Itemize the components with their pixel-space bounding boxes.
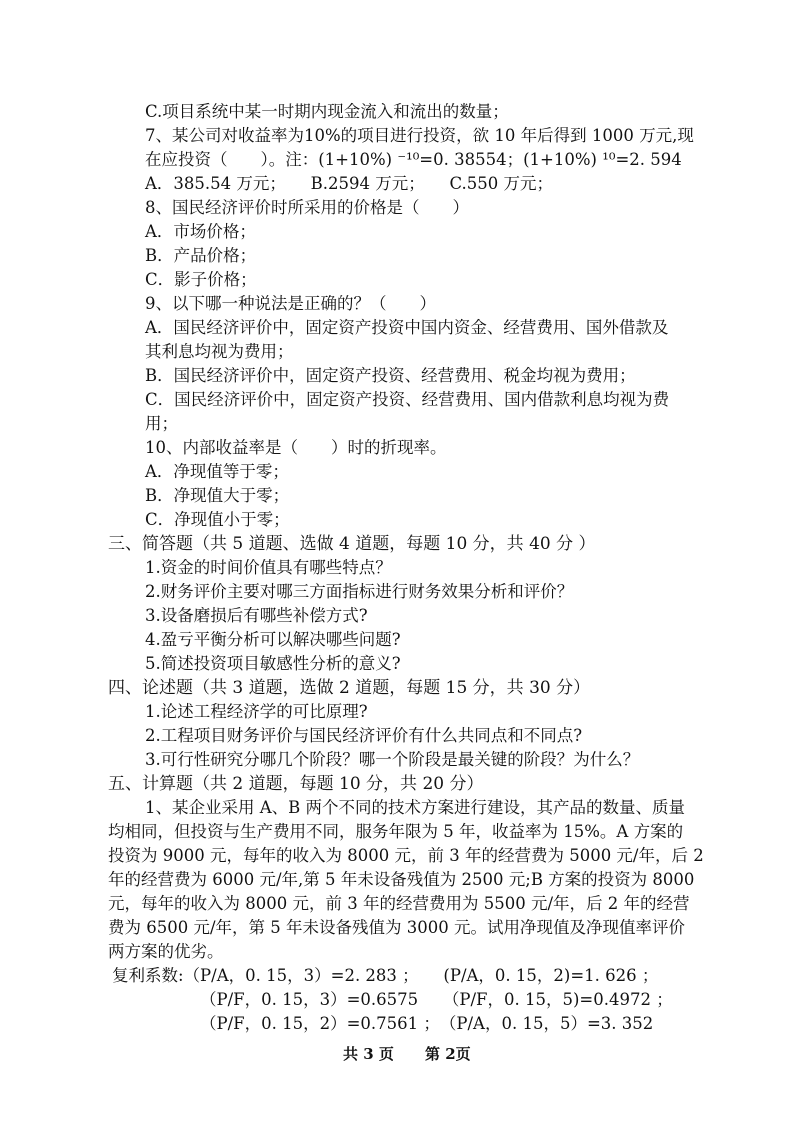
question-7: 7、某公司对收益率为10%的项目进行投资，欲 10 年后得到 1000 万元,现: [145, 126, 694, 145]
total-pages: 共 3 页: [343, 1045, 394, 1063]
option-line: 其利息均视为费用；: [145, 342, 294, 361]
calc-question-text: 均相同，但投资与生产费用不同，服务年限为 5 年，收益率为 15%。A 方案的: [108, 822, 684, 841]
section-5-heading: 五、计算题（共 2 道题，每题 10 分，共 20 分）: [108, 774, 484, 794]
question-9: 9、以下哪一种说法是正确的？（ ）: [145, 294, 436, 313]
question-7-options: A．385.54 万元； B.2594 万元； C.550 万元；: [145, 174, 554, 193]
option-line: B．净现值大于零；: [145, 486, 290, 505]
calc-question-text: 元，每年的收入为 8000 元，前 3 年的经营费用为 5500 元/年，后 2 年的经营: [108, 894, 690, 913]
option-line: A．市场价格；: [145, 222, 256, 241]
compound-factors: （P/F，0. 15，3）=0.6575 （P/F，0. 15，5)=0.4972 ；: [200, 990, 673, 1009]
page-number: 第 2页: [425, 1045, 471, 1063]
short-question: 5.简述投资项目敏感性分析的意义?: [145, 654, 401, 673]
option-line: 用；: [145, 414, 178, 433]
question-7-cont: 在应投资（ ）。注：(1+10%) ⁻¹⁰=0. 38554；(1+10%) ¹⁰=2. 594: [145, 150, 682, 169]
short-question: 3.设备磨损后有哪些补偿方式?: [145, 606, 368, 625]
calc-question-text: 1、某企业采用 A、B 两个不同的技术方案进行建设，其产品的数量、质量: [145, 798, 686, 817]
short-question: 2.财务评价主要对哪三方面指标进行财务效果分析和评价？: [145, 582, 574, 601]
compound-factors: 复利系数:（P/A，0. 15，3）=2. 283 ； (P/A，0. 15，2)=1. 626 ；: [112, 966, 659, 985]
calc-question-text: 两方案的优劣。: [108, 942, 224, 961]
short-question: 1.资金的时间价值具有哪些特点？: [145, 558, 392, 577]
question-8: 8、国民经济评价时所采用的价格是（ ）: [145, 198, 469, 217]
section-3-heading: 三、简答题（共 5 道题、选做 4 道题，每题 10 分，共 40 分 ）: [108, 534, 596, 554]
option-line: C.项目系统中某一时期内现金流入和流出的数量；: [145, 102, 509, 121]
calc-question-text: 年的经营费为 6000 元/年,第 5 年未设备残值为 2500 元;B 方案的投资为 8000: [108, 870, 695, 889]
calc-question-text: 费为 6500 元/年，第 5 年未设备残值为 3000 元。试用净现值及净现值率评价: [108, 918, 686, 937]
calc-question-text: 投资为 9000 元，每年的收入为 8000 元，前 3 年的经营费为 5000 元/年，后 2: [108, 846, 704, 865]
option-line: C．影子价格；: [145, 270, 257, 289]
option-line: C．国民经济评价中，固定资产投资、经营费用、国内借款利息均视为费: [145, 390, 670, 409]
short-question: 4.盈亏平衡分析可以解决哪些问题?: [145, 630, 401, 649]
question-10: 10、内部收益率是（ ）时的折现率。: [145, 438, 447, 457]
essay-question: 3.可行性研究分哪几个阶段？哪一个阶段是最关键的阶段？为什么？: [145, 750, 640, 769]
option-line: C．净现值小于零；: [145, 510, 290, 529]
option-line: A．国民经济评价中，固定资产投资中国内资金、经营费用、国外借款及: [145, 318, 669, 337]
compound-factors: （P/F，0. 15，2）=0.7561 ； （P/A，0. 15，5）=3. 352: [200, 1014, 654, 1033]
option-line: B．国民经济评价中，固定资产投资、经营费用、税金均视为费用；: [145, 366, 636, 385]
option-line: A．净现值等于零；: [145, 462, 289, 481]
essay-question: 1.论述工程经济学的可比原理?: [145, 702, 368, 721]
option-line: B．产品价格；: [145, 246, 257, 265]
section-4-heading: 四、论述题（共 3 道题，选做 2 道题，每题 15 分，共 30 分）: [108, 678, 591, 698]
essay-question: 2.工程项目财务评价与国民经济评价有什么共同点和不同点?: [145, 726, 583, 745]
